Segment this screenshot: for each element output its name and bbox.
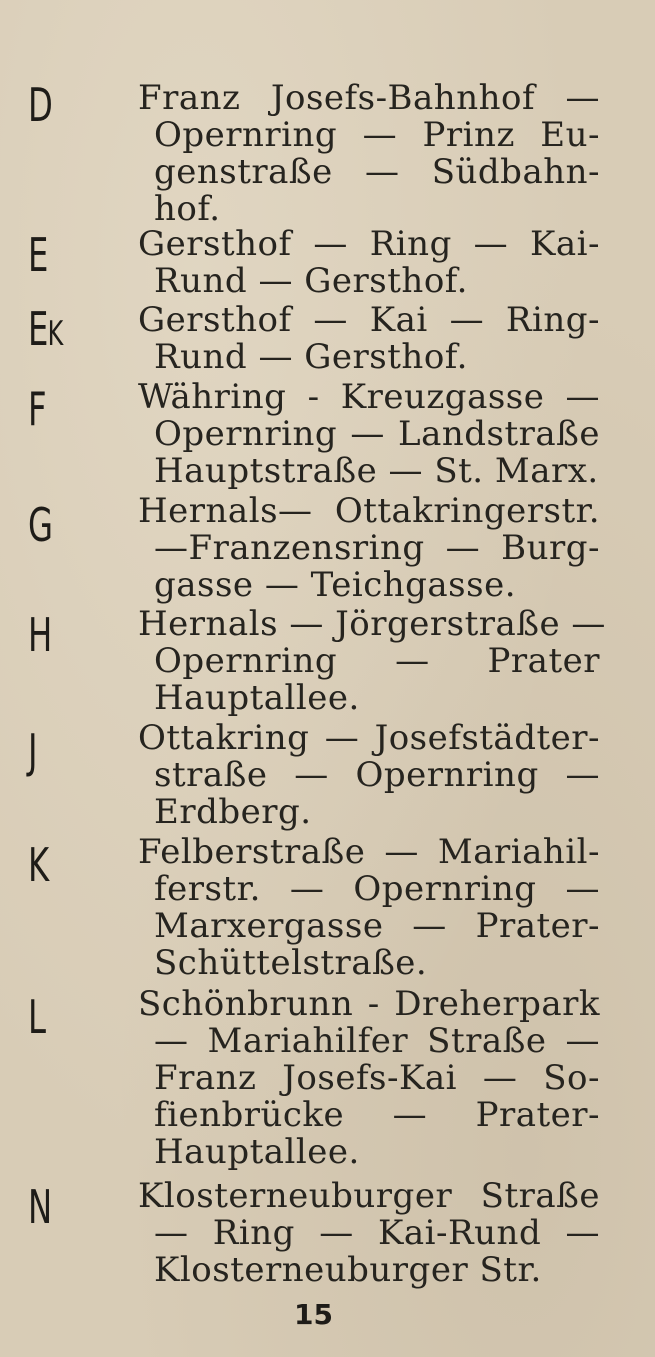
route-text-line: Erdberg. [154, 792, 312, 832]
route-entry-k [138, 834, 600, 982]
route-letter-l: L [28, 990, 46, 1044]
route-text-line: hof. [154, 189, 221, 229]
route-text-line: straße — Opernring — [154, 755, 600, 795]
route-letter-g: G [28, 498, 53, 552]
route-entry-g [138, 493, 600, 604]
route-entry-h [138, 604, 606, 718]
route-text-line: ferstr. — Opernring — [154, 869, 600, 909]
route-text-line: Opernring — Landstraße [154, 414, 600, 454]
route-text-line: Hauptstraße — St. Marx. [154, 451, 599, 491]
page-number: 15 [294, 1298, 333, 1331]
route-letter-h: H [28, 608, 52, 662]
route-text-line: Rund — Gersthof. [154, 337, 468, 377]
route-letter-n: N [28, 1180, 52, 1234]
route-letter-ek-main: E [28, 302, 48, 356]
route-letter-e: E [28, 228, 48, 282]
route-text-line: Hauptallee. [154, 678, 360, 718]
route-text-line: Ottakring — Josefstädter- [138, 718, 600, 758]
route-letter-d: D [28, 78, 53, 132]
route-entry-d [138, 80, 600, 228]
route-letter-k: K [28, 838, 49, 892]
route-text-line: Felberstraße — Mariahil- [138, 832, 600, 872]
route-entry-f [138, 379, 600, 490]
route-text-line: Klosterneuburger Str. [154, 1250, 542, 1290]
route-text-line: Rund — Gersthof. [154, 261, 468, 301]
route-entry-j [138, 720, 600, 831]
route-text-line: — Ring — Kai-Rund — [154, 1213, 600, 1253]
route-letter-ek [28, 302, 90, 357]
route-entry-e [138, 226, 600, 300]
route-text-line: Hauptallee. [154, 1132, 360, 1172]
route-text-line: Hernals — Jörgerstraße — [138, 604, 606, 644]
route-text-line: Hernals— Ottakringerstr. [138, 491, 600, 531]
route-text-line: Gersthof — Kai — Ring- [138, 300, 600, 340]
route-text-line: fienbrücke — Prater- [154, 1095, 600, 1135]
route-letter-f: F [28, 382, 46, 436]
route-text-line: Währing - Kreuzgasse — [138, 377, 600, 417]
route-text-line: —Franzensring — Burg- [154, 528, 600, 568]
route-text-line: genstraße — Südbahn- [154, 152, 600, 192]
route-text-line: Schönbrunn - Dreherpark [138, 984, 600, 1024]
route-text-line: Opernring — Prater [154, 641, 600, 681]
route-text-line: Opernring — Prinz Eu- [154, 115, 600, 155]
route-text-line: Marxergasse — Prater- [154, 906, 600, 946]
route-text-line: Schüttelstraße. [154, 943, 428, 983]
route-text-line: gasse — Teichgasse. [154, 565, 517, 605]
route-text-line: Franz Josefs-Kai — So- [154, 1058, 600, 1098]
route-text-line: Klosterneuburger Straße [138, 1176, 600, 1216]
route-text-line: Franz Josefs-Bahnhof — [138, 78, 600, 118]
route-entry-ek [138, 302, 600, 376]
route-entry-l [138, 986, 600, 1171]
route-letter-ek-sub: K [47, 314, 63, 354]
route-letter-j: J [28, 724, 37, 778]
route-text-line: — Mariahilfer Straße — [154, 1021, 600, 1061]
route-entry-n [138, 1178, 600, 1289]
route-text-line: Gersthof — Ring — Kai- [138, 224, 600, 264]
